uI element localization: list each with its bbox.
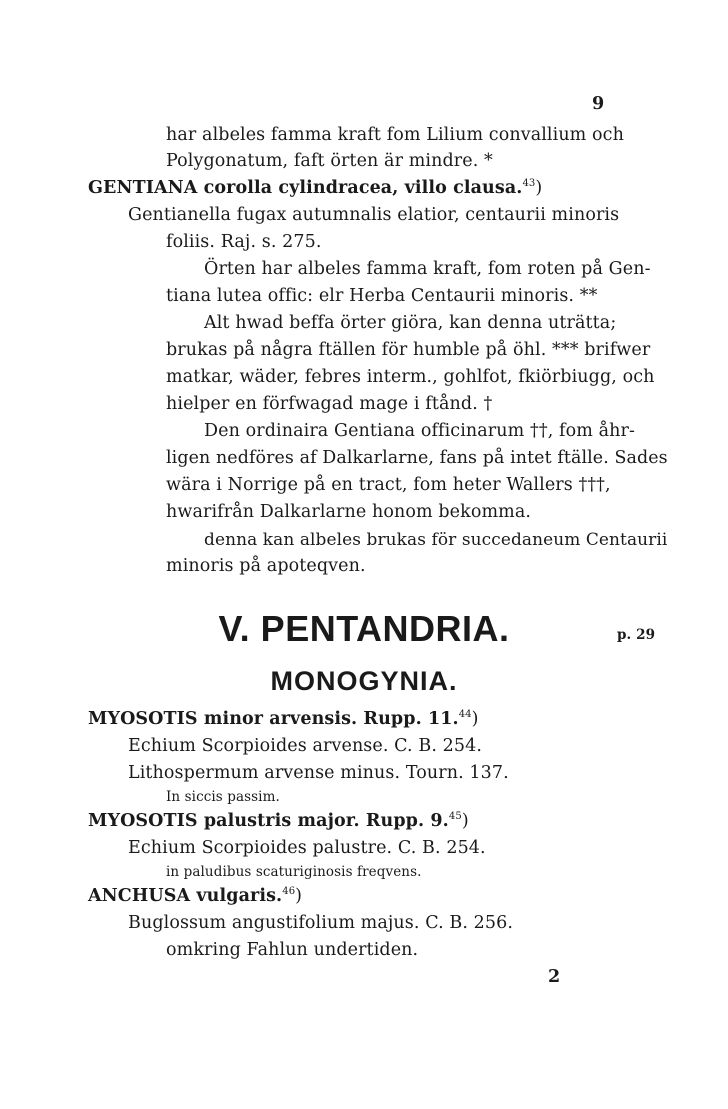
habitat-note: In siccis passim. [166,789,280,805]
text-line: Buglossum angustifolium majus. C. B. 256. [128,913,514,933]
genus-entry-gentiana [88,177,542,199]
text-line: foliis. Raj. s. 275. [166,232,322,252]
text-line: tiana lutea offic: elr Herba Centaurii minoris. ** [166,286,598,306]
footnote-ref: 44 [458,709,472,721]
text-line: Den ordinaira Gentiana officinarum ††, fom åhr- [204,421,635,441]
entry-paren: ) [471,709,479,729]
text-line: hwarifrån Dalkarlarne honom bekomma. [166,502,532,522]
text-line: Örten har albeles famma kraft, fom roten på Gen- [204,259,651,279]
footnote-ref: 45 [448,811,462,823]
entry-paren: ) [295,886,303,906]
text-line: brukas på några ftällen för humble på öhl. *** brifwer [166,340,651,360]
genus-entry-myosotis-major [88,810,469,832]
text-line: Echium Scorpioides arvense. C. B. 254. [128,736,483,756]
subheading: MONOGYNIA. [270,666,458,696]
entry-text: GENTIANA corolla cylindracea, villo clausa. [88,178,523,198]
text-line: Lithospermum arvense minus. Tourn. 137. [128,763,509,783]
habitat-note: in paludibus scaturiginosis freqvens. [166,864,422,880]
text-line: hielper en förfwagad mage i ftånd. † [166,394,493,414]
text-line: omkring Fahlun undertiden. [166,940,419,960]
section-heading: V. PENTANDRIA. [218,608,510,649]
text-line: matkar, wäder, febres interm., gohlfot, fkiörbiugg, och [166,367,655,387]
text-line: Alt hwad beffa örter giöra, kan denna uträtta; [204,313,617,333]
page-number: 9 [592,94,605,114]
entry-text: MYOSOTIS palustris major. Rupp. 9. [88,811,449,831]
text-line: Polygonatum, faft örten är mindre. * [166,151,493,171]
margin-note: p. 29 [617,627,656,643]
text-line: denna kan albeles brukas för succedaneum Centaurii [204,529,668,549]
signature-mark: 2 [548,967,561,987]
genus-entry-myosotis-minor [88,708,479,730]
text-line: minoris på apoteqven. [166,556,366,576]
entry-paren: ) [535,178,543,198]
text-line: wära i Norrige på en tract, fom heter Wallers †††, [166,475,611,495]
entry-text: MYOSOTIS minor arvensis. Rupp. 11. [88,709,459,729]
entry-text: ANCHUSA vulgaris. [88,886,283,906]
text-line: Gentianella fugax autumnalis elatior, centaurii minoris [128,205,620,225]
footnote-ref: 43 [522,178,536,190]
text-line: Echium Scorpioides palustre. C. B. 254. [128,838,486,858]
entry-paren: ) [461,811,469,831]
text-line: har albeles famma kraft fom Lilium convallium och [166,125,624,145]
genus-entry-anchusa [88,885,302,907]
footnote-ref: 46 [282,886,296,898]
text-line: ligen nedföres af Dalkarlarne, fans på intet ftälle. Sades [166,448,668,468]
